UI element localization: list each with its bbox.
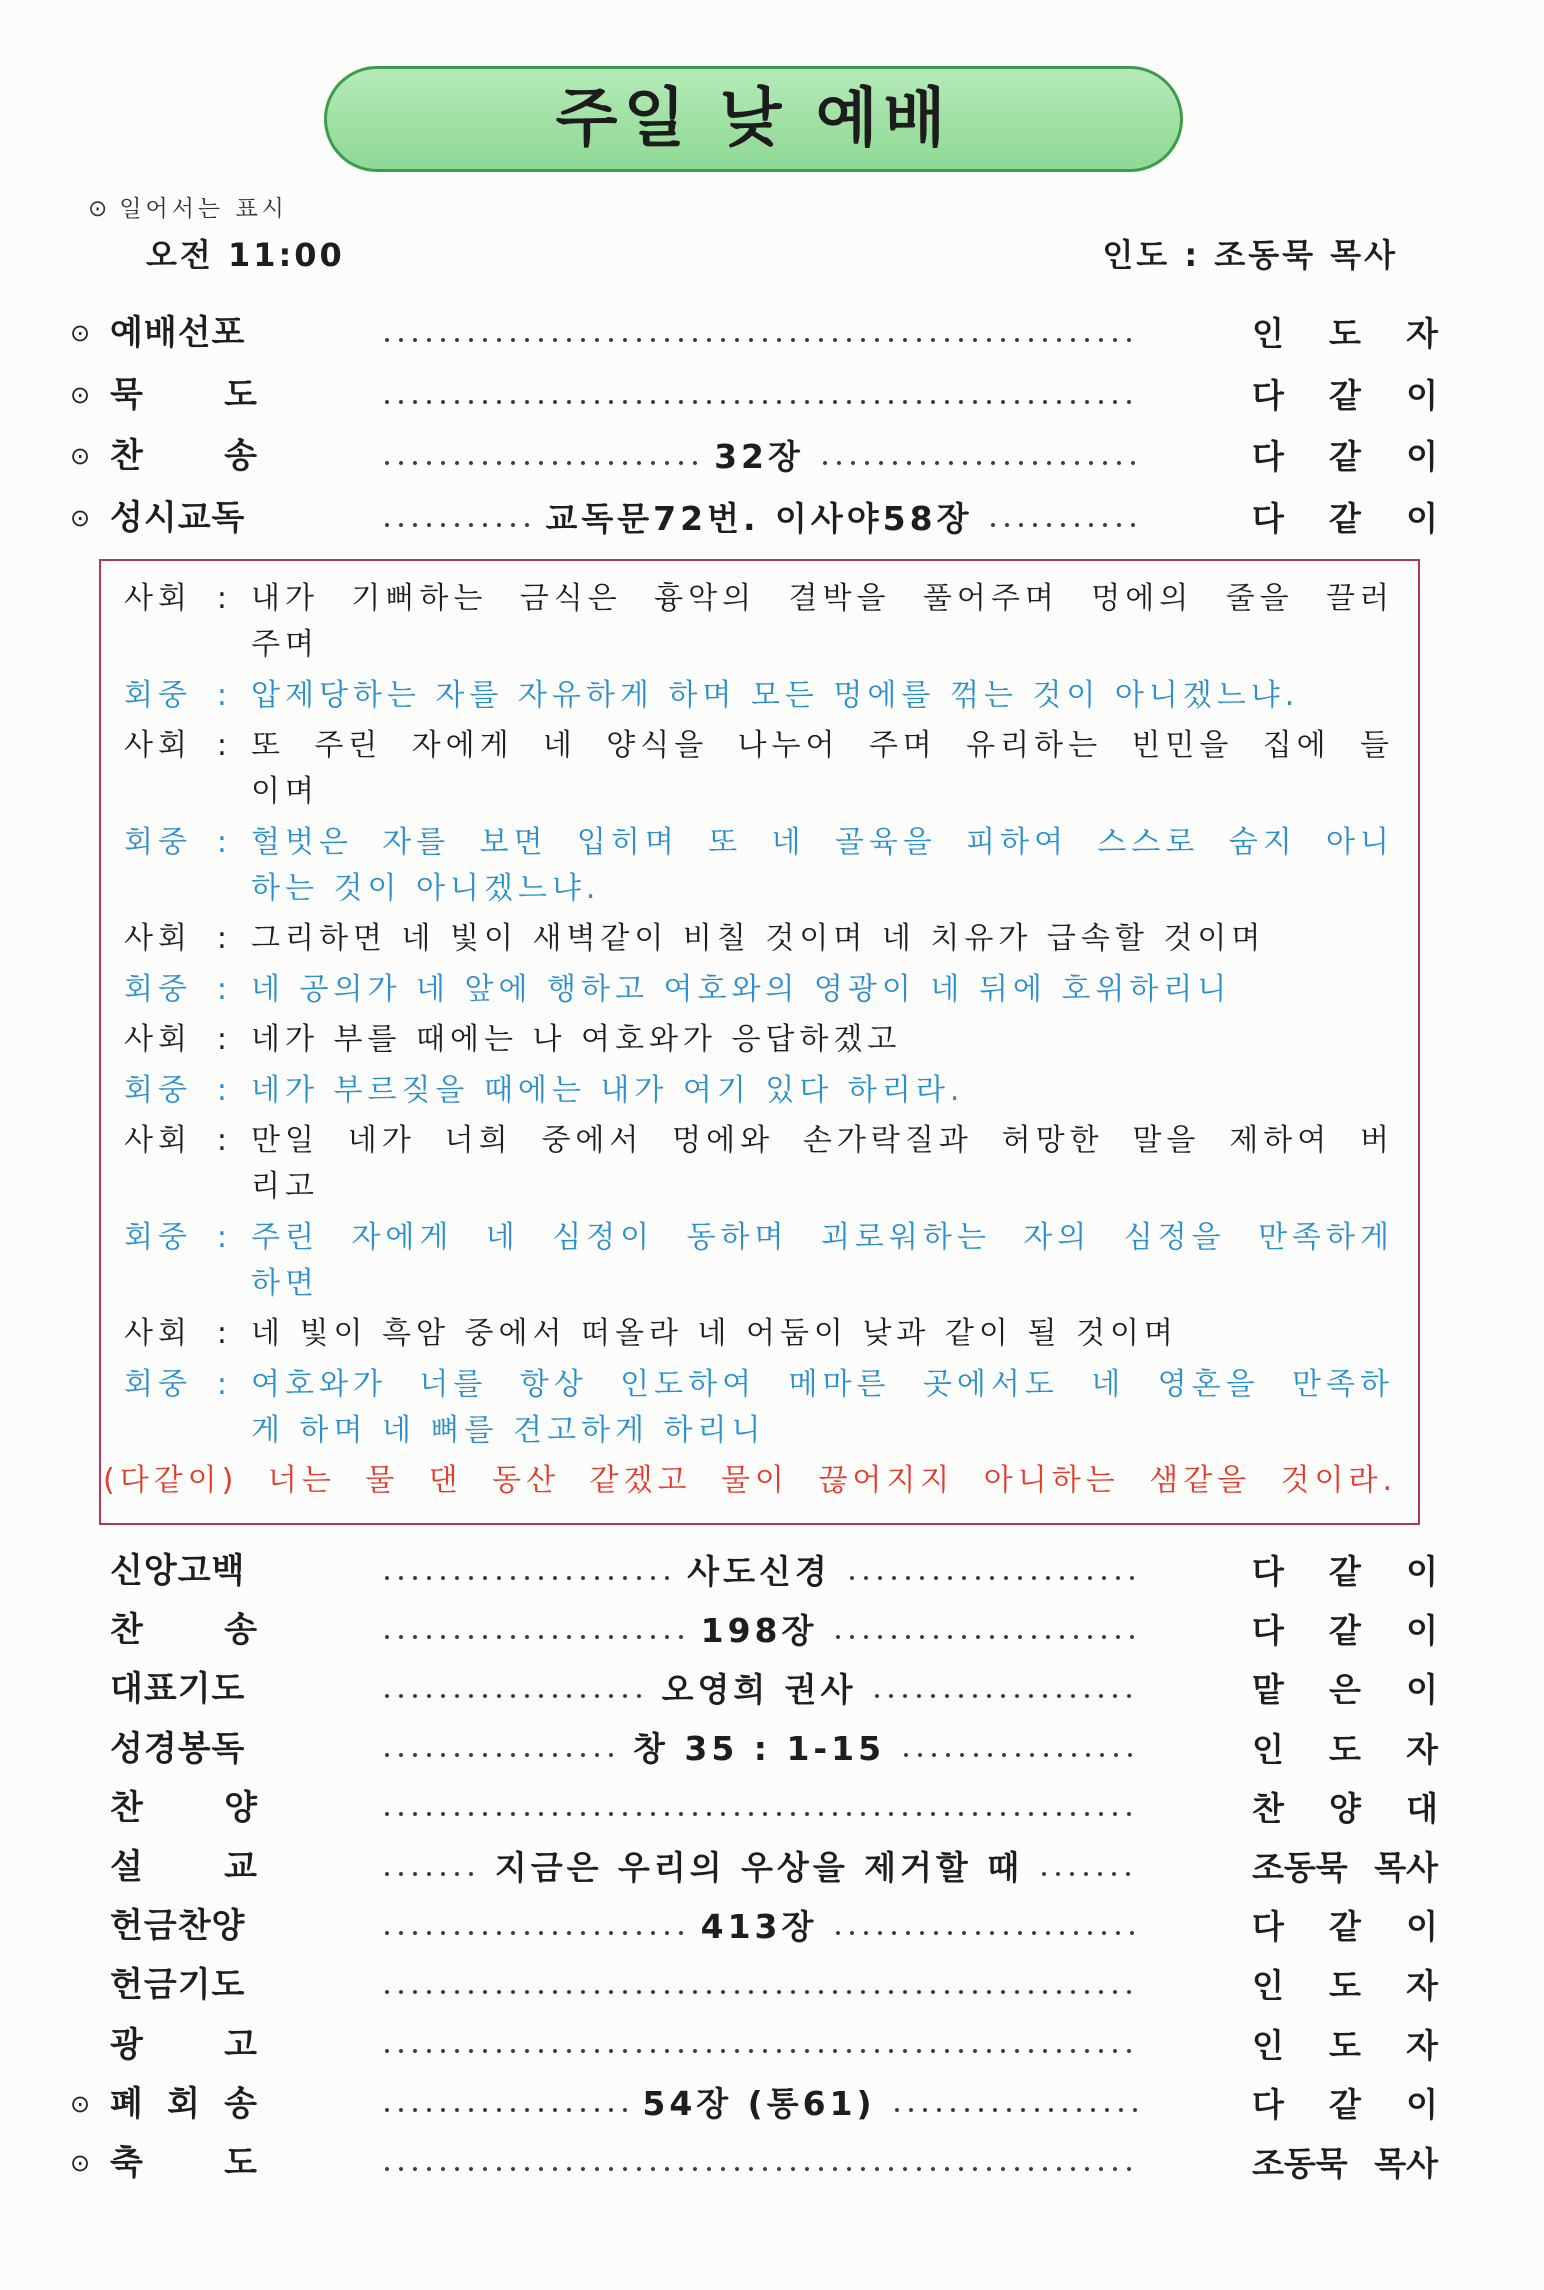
order-item-role: 다 같 이 <box>1252 1552 1438 1591</box>
order-item-label: 헌금기도 <box>110 1965 246 2006</box>
reading-line: 만일 네가 너희 중에서 멍에와 손가락질과 허망한 말을 제하여 버 <box>251 1123 1394 1158</box>
reading-speaker: 회중 : <box>124 824 232 860</box>
order-row-creed <box>0 1542 1544 1601</box>
reading-text <box>251 1017 1394 1063</box>
reading-text <box>251 1311 1394 1357</box>
reading-text <box>251 1118 1394 1210</box>
reading-text <box>251 576 1394 668</box>
reading-leader-line <box>124 1118 1394 1210</box>
order-item-detail: 54장 (통61) <box>642 2084 876 2124</box>
leader-dots <box>380 1987 1138 1997</box>
reading-congregation-line <box>124 673 1394 719</box>
reading-speaker: 사회 : <box>124 1022 232 1057</box>
leader-dots-left <box>380 2105 628 2115</box>
order-row-responsive-reading <box>0 488 1544 550</box>
order-row-silent-prayer <box>0 365 1544 427</box>
standing-marker-icon: ⊙ <box>70 504 91 533</box>
reading-congregation-line <box>124 1362 1394 1454</box>
order-item-label: 대표기도 <box>110 1669 246 1710</box>
reading-unison-line <box>103 1458 1397 1504</box>
order-row-benediction <box>0 2134 1544 2193</box>
order-row-hymn <box>0 426 1544 488</box>
standing-marker-icon: ⊙ <box>70 319 91 347</box>
leader-dots-right <box>1037 1869 1138 1879</box>
leader-dots-left <box>380 520 532 530</box>
order-item-detail: 교독문72번. 이사야58장 <box>545 499 973 539</box>
reading-line: 하는 것이 아니겠느냐. <box>251 870 601 906</box>
order-item-label: 설 교 <box>110 1846 258 1887</box>
order-item-role: 다 같 이 <box>1252 2084 1438 2124</box>
leader-dots-right <box>831 1632 1138 1642</box>
leader-dots <box>380 2164 1138 2174</box>
leader-dots-left <box>380 458 700 468</box>
leader-dots <box>380 2046 1138 2056</box>
reading-leader-line <box>124 576 1394 668</box>
order-item-label: 찬 송 <box>110 436 258 477</box>
dot-leader <box>380 1779 1138 1838</box>
reading-line: 네가 부를 때에는 나 여호와가 응답하겠고 <box>251 1022 902 1057</box>
order-row-closing-hymn <box>0 2075 1544 2134</box>
order-row-worship-declaration <box>0 303 1544 365</box>
reading-text <box>251 967 1394 1013</box>
leader-dots-right <box>845 1573 1138 1583</box>
order-item-detail: 198장 <box>700 1610 818 1650</box>
order-item-role: 맡 은 이 <box>1252 1670 1438 1710</box>
standing-legend-text: 일어서는 표시 <box>119 196 288 222</box>
leader-dots-left <box>380 1869 481 1879</box>
leader-dots <box>380 397 1138 407</box>
dot-leader <box>380 303 1138 365</box>
leader-dots-right <box>986 520 1138 530</box>
order-item-detail: 오영희 권사 <box>661 1670 857 1710</box>
reading-speaker: 회중 : <box>124 1072 232 1108</box>
dot-leader <box>380 365 1138 427</box>
reading-line: 게 하며 네 뼈를 견고하게 하리니 <box>251 1412 766 1448</box>
order-item-detail: 사도신경 <box>687 1551 831 1591</box>
leader-dots-right <box>831 1928 1138 1938</box>
reading-speaker: 회중 : <box>124 1366 232 1402</box>
leader-dots-left <box>380 1928 687 1938</box>
reading-line: 하면 <box>251 1265 319 1301</box>
standing-legend <box>88 193 288 225</box>
dot-leader <box>380 2075 1138 2134</box>
order-item-detail: 32장 <box>714 437 804 477</box>
reading-speaker: 회중 : <box>124 1219 232 1255</box>
reading-speaker: 사회 : <box>124 1316 232 1351</box>
service-time: 오전 11:00 <box>146 236 345 274</box>
order-row-hymn <box>0 1601 1544 1660</box>
order-opening <box>0 303 1544 550</box>
dot-leader <box>380 1897 1138 1956</box>
order-item-label: 성경봉독 <box>110 1728 246 1769</box>
dot-leader <box>380 1542 1138 1601</box>
leader-dots <box>380 335 1138 345</box>
presider: 인도 : 조동묵 목사 <box>1102 236 1398 274</box>
order-row-scripture-reading <box>0 1720 1544 1779</box>
reading-speaker: 사회 : <box>124 1123 232 1158</box>
standing-marker-icon: ⊙ <box>70 442 91 471</box>
order-item-label: 묵 도 <box>110 374 258 415</box>
standing-marker-icon: ⊙ <box>70 380 91 409</box>
dot-leader <box>380 1956 1138 2015</box>
order-item-label: 예배선포 <box>110 313 246 353</box>
reading-congregation-line <box>124 967 1394 1013</box>
order-item-label: 헌금찬양 <box>110 1906 246 1947</box>
reading-line: 리고 <box>251 1169 319 1204</box>
order-item-role: 찬 양 대 <box>1252 1788 1438 1828</box>
reading-line: 여호와가 너를 항상 인도하여 메마른 곳에서도 네 영혼을 만족하 <box>251 1366 1394 1402</box>
reading-line: 네 빛이 흑암 중에서 떠올라 네 어둠이 낮과 같이 될 것이며 <box>251 1316 1178 1351</box>
order-item-label: 축 도 <box>110 2142 258 2183</box>
dot-leader <box>380 2016 1138 2075</box>
reading-congregation-line <box>124 1215 1394 1307</box>
order-item-label: 성시교독 <box>110 498 246 539</box>
order-row-announcements <box>0 2016 1544 2075</box>
leader-dots-right <box>870 1691 1138 1701</box>
reading-speaker: 사회 : <box>124 581 232 616</box>
order-item-label: 찬 양 <box>110 1787 258 1828</box>
reading-text <box>251 916 1394 962</box>
reading-speaker: 회중 : <box>124 971 232 1007</box>
order-item-role: 인 도 자 <box>1252 314 1438 353</box>
order-item-label: 광 고 <box>110 2024 258 2065</box>
reading-line: 또 주린 자에게 네 양식을 나누어 주며 유리하는 빈민을 집에 들 <box>251 728 1394 763</box>
order-item-detail: 창 35 : 1-15 <box>632 1729 886 1769</box>
order-row-offertory <box>0 1897 1544 1956</box>
order-item-label: 찬 송 <box>110 1610 258 1651</box>
reading-speaker: (다같이) <box>103 1463 239 1498</box>
order-row-offering-prayer <box>0 1956 1544 2015</box>
reading-line: 그리하면 네 빛이 새벽같이 비칠 것이며 네 치유가 급속할 것이며 <box>251 921 1266 956</box>
reading-text <box>251 673 1394 719</box>
reading-text <box>251 1362 1394 1454</box>
order-item-role: 다 같 이 <box>1252 437 1438 477</box>
order-item-role: 다 같 이 <box>1252 499 1438 539</box>
dot-leader <box>380 1660 1138 1719</box>
dot-leader <box>380 426 1138 488</box>
leader-dots-left <box>380 1750 619 1760</box>
order-item-role: 조동묵 목사 <box>1252 2143 1438 2183</box>
reading-congregation-line <box>124 1068 1394 1114</box>
reading-leader-line <box>124 723 1394 815</box>
responsive-reading-box <box>99 559 1420 1525</box>
order-item-label: 폐 회 송 <box>110 2083 258 2124</box>
reading-line: 네가 부르짖을 때에는 내가 여기 있다 하리라. <box>251 1072 965 1108</box>
reading-leader-line <box>124 1017 1394 1063</box>
reading-line: 너는 물 댄 동산 같겠고 물이 끊어지지 아니하는 샘같을 것이라. <box>267 1463 1397 1498</box>
reading-speaker: 사회 : <box>124 728 232 763</box>
leader-dots-right <box>899 1750 1138 1760</box>
order-item-label: 신앙고백 <box>110 1551 246 1591</box>
order-item-role: 인 도 자 <box>1252 1729 1438 1769</box>
reading-line: 헐벗은 자를 보면 입히며 또 네 골육을 피하여 스스로 숨지 아니 <box>251 824 1394 860</box>
reading-speaker: 회중 : <box>124 677 232 713</box>
page-title: 주일 낮 예배 <box>555 82 952 156</box>
reading-leader-line <box>124 916 1394 962</box>
reading-text <box>251 1068 1394 1114</box>
reading-line: 이며 <box>251 774 319 809</box>
order-item-role: 인 도 자 <box>1252 2025 1438 2065</box>
leader-dots-right <box>890 2105 1138 2115</box>
leader-dots <box>380 1809 1138 1819</box>
reading-text <box>251 820 1394 912</box>
order-item-detail: 413장 <box>700 1906 818 1946</box>
order-main <box>0 1542 1544 2193</box>
standing-marker-icon: ⊙ <box>88 196 112 222</box>
reading-line: 주며 <box>251 627 319 662</box>
standing-marker-icon: ⊙ <box>70 2148 91 2177</box>
order-item-role: 다 같 이 <box>1252 375 1438 415</box>
order-row-pastoral-prayer <box>0 1660 1544 1719</box>
reading-line: 내가 기뻐하는 금식은 흉악의 결박을 풀어주며 멍에의 줄을 끌러 <box>251 581 1394 616</box>
reading-text <box>251 723 1394 815</box>
reading-line: 네 공의가 네 앞에 행하고 여호와의 영광이 네 뒤에 호위하리니 <box>251 971 1232 1007</box>
leader-dots-right <box>818 458 1138 468</box>
leader-dots-left <box>380 1632 687 1642</box>
dot-leader <box>380 2134 1138 2193</box>
reading-speaker: 사회 : <box>124 921 232 956</box>
order-item-detail: 지금은 우리의 우상을 제거할 때 <box>494 1847 1024 1887</box>
standing-marker-icon: ⊙ <box>70 2089 91 2118</box>
dot-leader <box>380 1720 1138 1779</box>
dot-leader <box>380 488 1138 550</box>
reading-line: 주린 자에게 네 심정이 동하며 괴로워하는 자의 심정을 만족하게 <box>251 1219 1394 1255</box>
reading-congregation-line <box>124 820 1394 912</box>
order-row-sermon <box>0 1838 1544 1897</box>
order-row-anthem <box>0 1779 1544 1838</box>
leader-dots-left <box>380 1691 648 1701</box>
reading-leader-line <box>124 1311 1394 1357</box>
reading-text <box>251 1215 1394 1307</box>
title-banner <box>324 66 1183 172</box>
reading-line: 압제당하는 자를 자유하게 하며 모든 멍에를 꺾는 것이 아니겠느냐. <box>251 677 1300 713</box>
order-item-role: 다 같 이 <box>1252 1907 1438 1947</box>
order-item-role: 인 도 자 <box>1252 1966 1438 2006</box>
leader-dots-left <box>380 1573 673 1583</box>
order-item-role: 다 같 이 <box>1252 1611 1438 1651</box>
order-item-role: 조동묵 목사 <box>1252 1847 1438 1887</box>
dot-leader <box>380 1838 1138 1897</box>
dot-leader <box>380 1601 1138 1660</box>
